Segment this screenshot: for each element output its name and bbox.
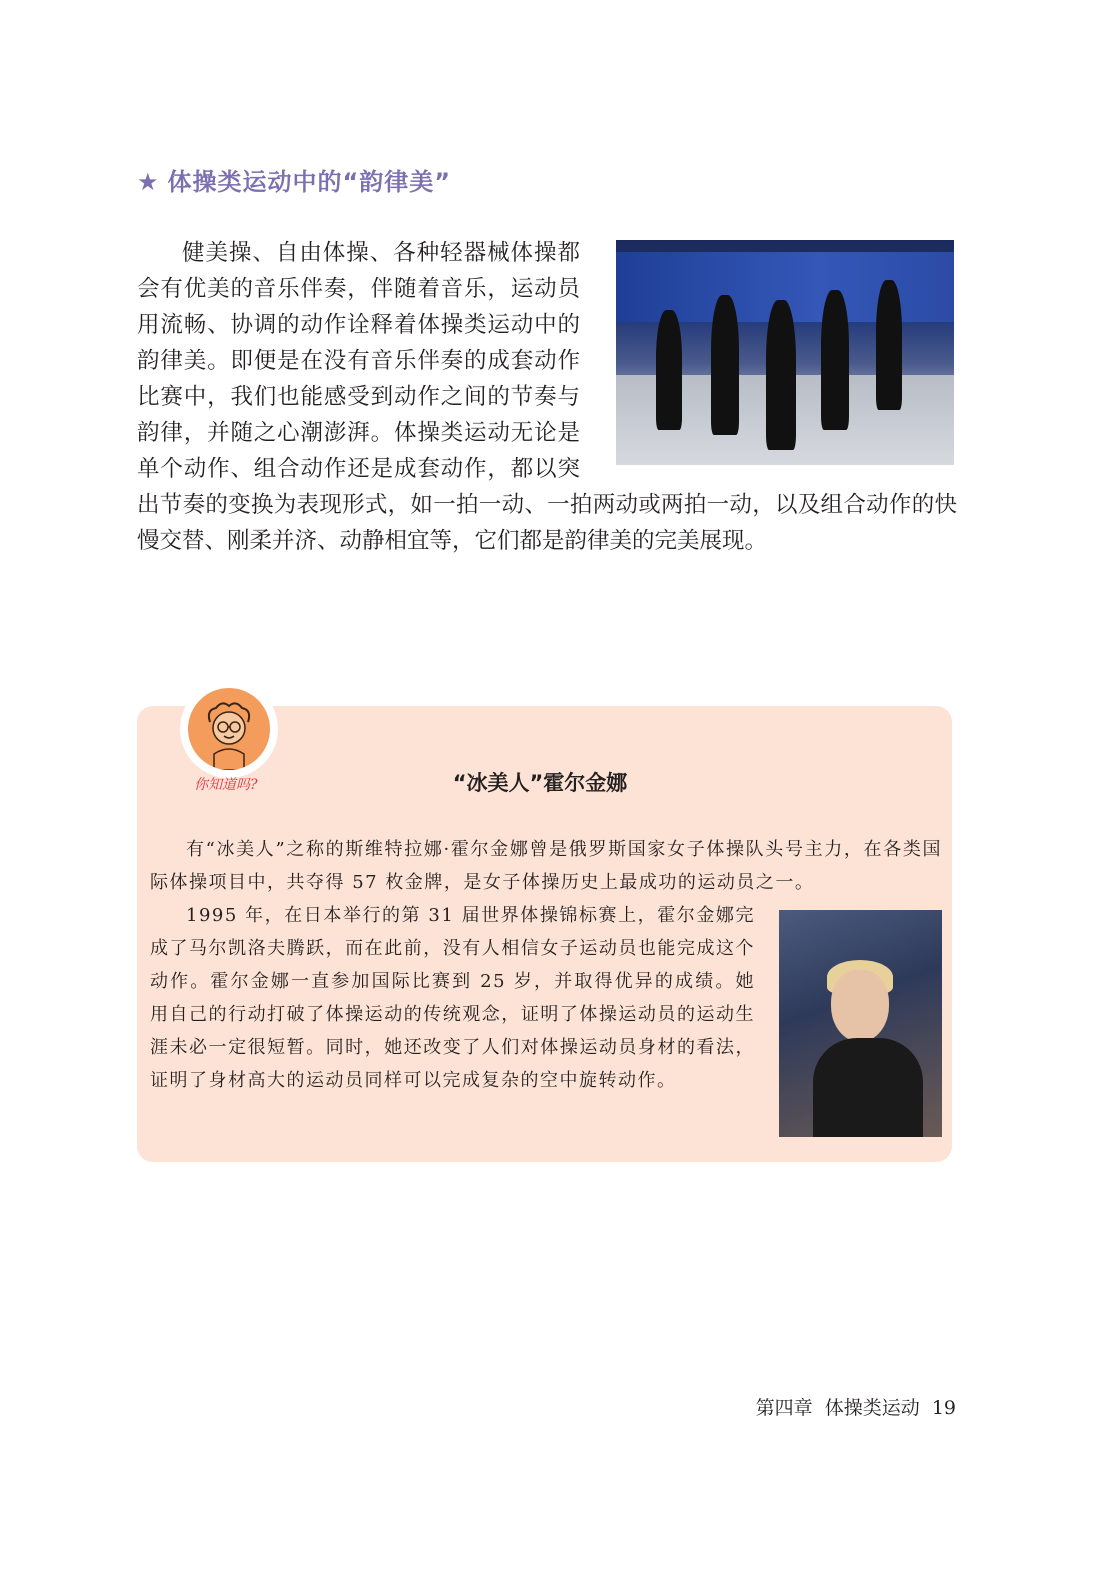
box-title: “冰美人”霍尔金娜	[452, 771, 628, 795]
box-paragraph-2: 1995 年，在日本举行的第 31 届世界体操锦标赛上，霍尔金娜完成了马尔凯洛夫腾跃，而在此前，没有人相信女子运动员也能完成这个动作。霍尔金娜一直参加国际比赛到 25 岁，并取得优异的成绩。她用自己的行动打破了体操运动的传统观念，证明了体操运动员的运动生涯未必一定很短暂。同时，她还改变了人们对体操运动员身材的看法，证明了身材高大的运动员同样可以完成复杂的空中旋转动作。	[150, 905, 755, 1091]
mascot-avatar	[180, 680, 278, 778]
dancer-figure	[876, 280, 902, 410]
box-paragraph-1: 有“冰美人”之称的斯维特拉娜·霍尔金娜曾是俄罗斯国家女子体操队头号主力，在各类国际体操项目中，共夺得 57 枚金牌，是女子体操历史上最成功的运动员之一。	[150, 839, 942, 893]
intro-text	[137, 235, 957, 559]
dancer-figure	[821, 290, 849, 430]
photo-face	[831, 970, 889, 1042]
professor-mascot-icon	[188, 688, 270, 770]
aerobics-team-photo	[616, 240, 954, 465]
box-text	[150, 833, 942, 1137]
dancer-figure	[656, 310, 682, 430]
khorkina-photo	[779, 910, 942, 1137]
did-you-know-label: 你知道吗?	[194, 777, 258, 793]
photo-body	[813, 1038, 923, 1137]
section-title: 体操类运动中的“韵律美”	[167, 168, 452, 196]
footer-topic: 体操类运动	[824, 1397, 920, 1419]
page-number: 19	[931, 1397, 956, 1419]
page-footer	[756, 1393, 956, 1420]
footer-chapter: 第四章	[755, 1397, 813, 1419]
section-heading	[137, 162, 451, 197]
intro-paragraph: 健美操、自由体操、各种轻器械体操都会有优美的音乐伴奏，伴随着音乐，运动员用流畅、协调的动作诠释着体操类运动中的韵律美。即便是在没有音乐伴奏的成套动作比赛中，我们也能感受到动作之间的节奏与韵律，并随之心潮澎湃。体操类运动无论是单个动作、组合动作还是成套动作，都以突出节奏的变换为表现形式，如一拍一动、一拍两动或两拍一动，以及组合动作的快慢交替、刚柔并济、动静相宜等，它们都是韵律美的完美展现。	[137, 240, 957, 554]
dancer-figure	[711, 295, 739, 435]
dancer-figure	[766, 300, 796, 450]
star-icon: ★	[137, 168, 160, 196]
